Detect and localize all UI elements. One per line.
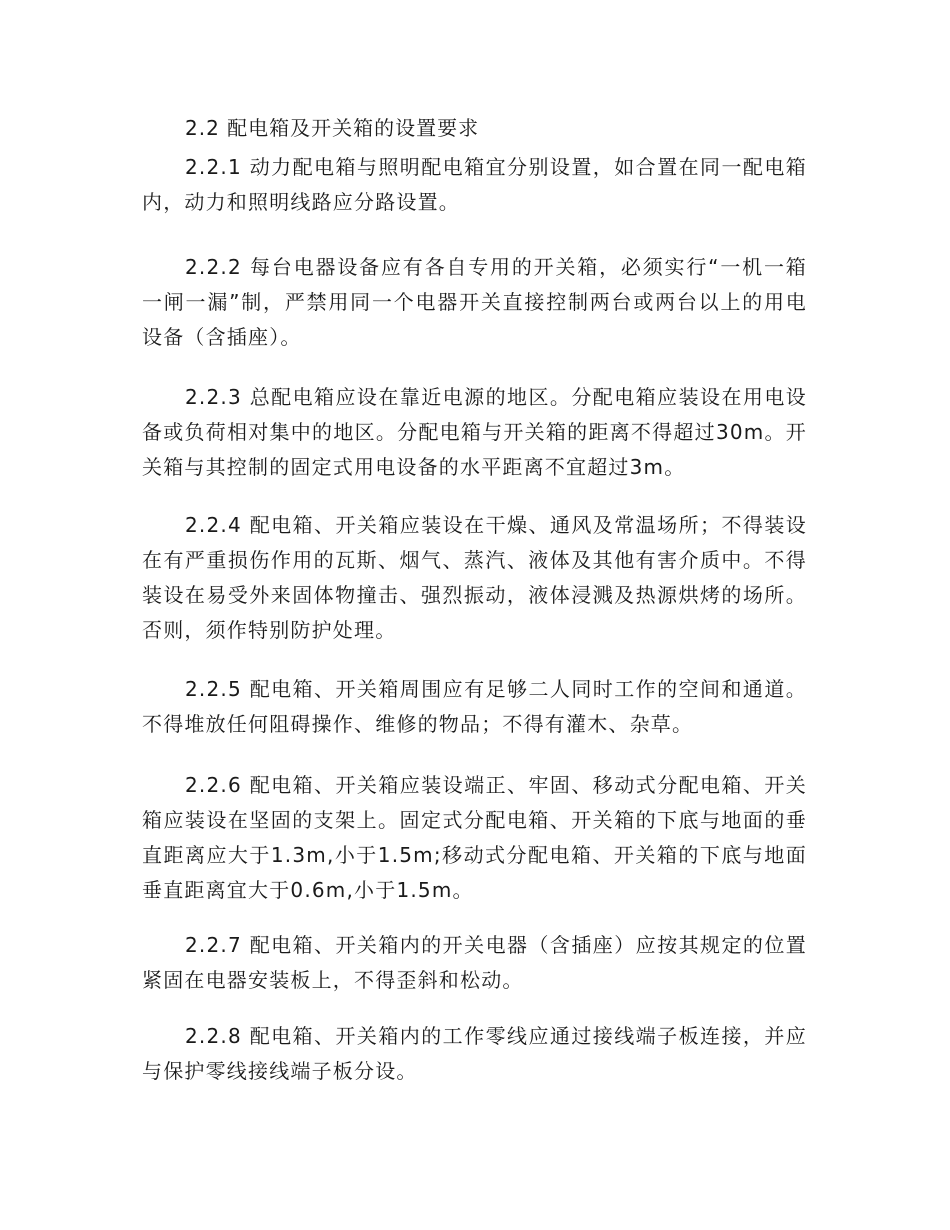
paragraph-2-2-2: 2.2.2 每台电器设备应有各自专用的开关箱，必须实行“一机一箱一闸一漏”制，严禁用同一个电器开关直接控制两台或两台以上的用电设备（含插座）。 bbox=[142, 255, 807, 349]
paragraph-2-2-4: 2.2.4 配电箱、开关箱应装设在干燥、通风及常温场所；不得装设在有严重损伤作用的瓦斯、烟气、蒸汽、液体及其他有害介质中。不得装设在易受外来固体物撞击、强烈振动，液体浸溅及热源烘烤的场所。否则，须作特别防护处理。 bbox=[142, 513, 807, 642]
section-heading: 2.2 配电箱及开关箱的设置要求 bbox=[185, 116, 480, 140]
paragraph-2-2-8: 2.2.8 配电箱、开关箱内的工作零线应通过接线端子板连接，并应与保护零线接线端子板分设。 bbox=[142, 1024, 807, 1083]
paragraph-2-2-1: 2.2.1 动力配电箱与照明配电箱宜分别设置，如合置在同一配电箱内，动力和照明线路应分路设置。 bbox=[142, 155, 807, 214]
paragraph-2-2-5: 2.2.5 配电箱、开关箱周围应有足够二人同时工作的空间和通道。不得堆放任何阻碍操作、维修的物品；不得有灌木、杂草。 bbox=[142, 677, 807, 736]
paragraph-2-2-3: 2.2.3 总配电箱应设在靠近电源的地区。分配电箱应装设在用电设备或负荷相对集中的地区。分配电箱与开关箱的距离不得超过30m。开关箱与其控制的固定式用电设备的水平距离不宜超过3m。 bbox=[142, 385, 807, 479]
paragraph-2-2-6: 2.2.6 配电箱、开关箱应装设端正、牢固、移动式分配电箱、开关箱应装设在坚固的支架上。固定式分配电箱、开关箱的下底与地面的垂直距离应大于1.3m,小于1.5m;移动式分配电箱、开关箱的下底与地面垂直距离宜大于0.6m,小于1.5m。 bbox=[142, 773, 807, 902]
paragraph-2-2-7: 2.2.7 配电箱、开关箱内的开关电器（含插座）应按其规定的位置紧固在电器安装板上，不得歪斜和松动。 bbox=[142, 933, 807, 992]
